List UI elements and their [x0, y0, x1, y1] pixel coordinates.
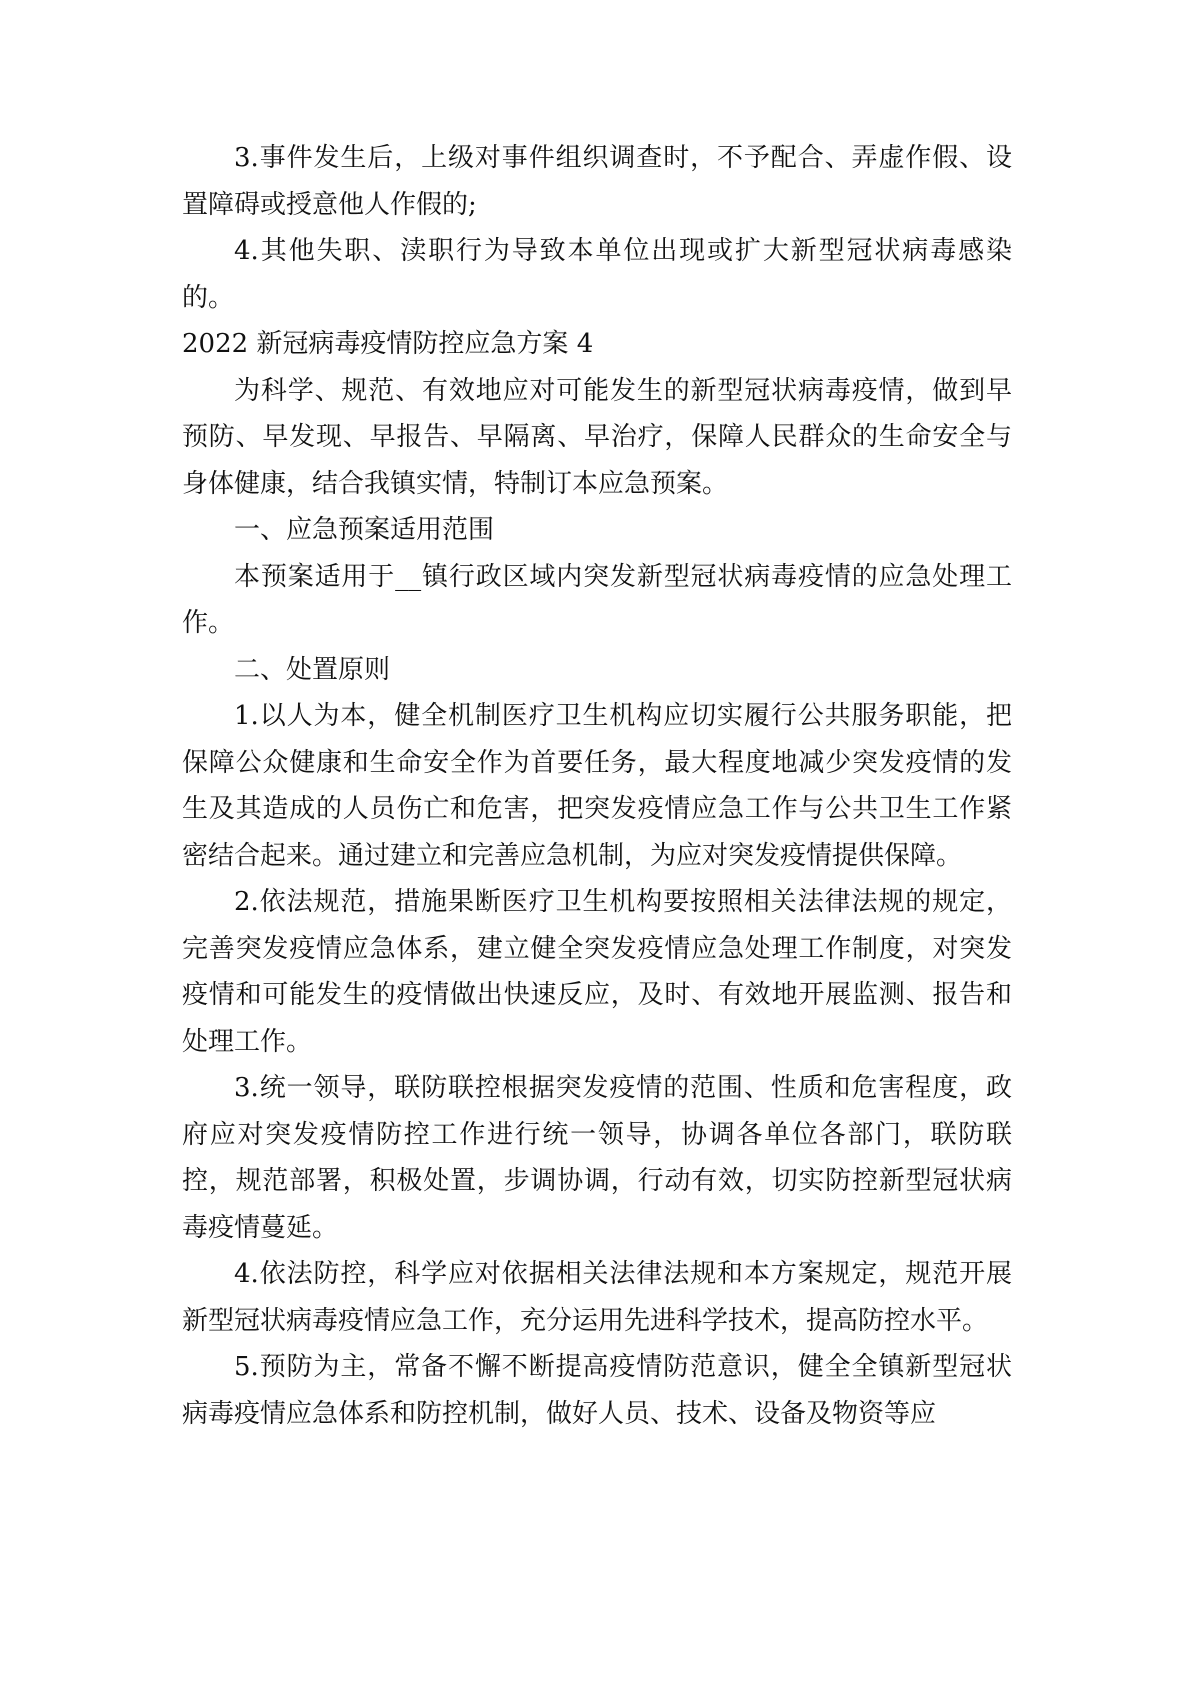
section-heading-scope: 一、应急预案适用范围: [234, 515, 495, 545]
intro-paragraph: 为科学、规范、有效地应对可能发生的新型冠状病毒疫情，做到早预防、早发现、早报告、早隔离、早治疗，保障人民群众的生命安全与身体健康，结合我镇实情，特制订本应急预案。: [182, 375, 1012, 499]
section-heading-principles: 二、处置原则: [234, 654, 391, 685]
principle-item-4: 4.依法防控，科学应对依据相关法律法规和本方案规定，规范开展新型冠状病毒疫情应急工作，充分运用先进科学技术，提高防控水平。: [182, 1259, 1012, 1336]
principle-item-5: 5.预防为主，常备不懈不断提高疫情防范意识，健全全镇新型冠状病毒疫情应急体系和防控机制，做好人员、技术、设备及物资等应: [182, 1352, 1012, 1429]
paragraph-item-4: 4.其他失职、渎职行为导致本单位出现或扩大新型冠状病毒感染的。: [182, 236, 1012, 313]
principle-item-2: 2.依法规范，措施果断医疗卫生机构要按照相关法律法规的规定，完善突发疫情应急体系，建立健全突发疫情应急处理工作制度，对突发疫情和可能发生的疫情做出快速反应，及时、有效地开展监测、报告和处理工作。: [182, 887, 1012, 1057]
principle-item-3: 3.统一领导，联防联控根据突发疫情的范围、性质和危害程度，政府应对突发疫情防控工作进行统一领导，协调各单位各部门，联防联控，规范部署，积极处置，步调协调，行动有效，切实防控新型冠状病毒疫情蔓延。: [182, 1073, 1012, 1243]
section-title: 2022 新冠病毒疫情防控应急方案 4: [182, 329, 594, 359]
scope-paragraph: 本预案适用于__镇行政区域内突发新型冠状病毒疫情的应急处理工作。: [182, 561, 1012, 638]
paragraph-item-3: 3.事件发生后，上级对事件组织调查时，不予配合、弄虚作假、设置障碍或授意他人作假的;: [182, 143, 1012, 220]
document-body: [182, 135, 1012, 1437]
principle-item-1: 1.以人为本，健全机制医疗卫生机构应切实履行公共服务职能，把保障公众健康和生命安全作为首要任务，最大程度地减少突发疫情的发生及其造成的人员伤亡和危害，把突发疫情应急工作与公共卫生工作紧密结合起来。通过建立和完善应急机制，为应对突发疫情提供保障。: [182, 701, 1012, 871]
